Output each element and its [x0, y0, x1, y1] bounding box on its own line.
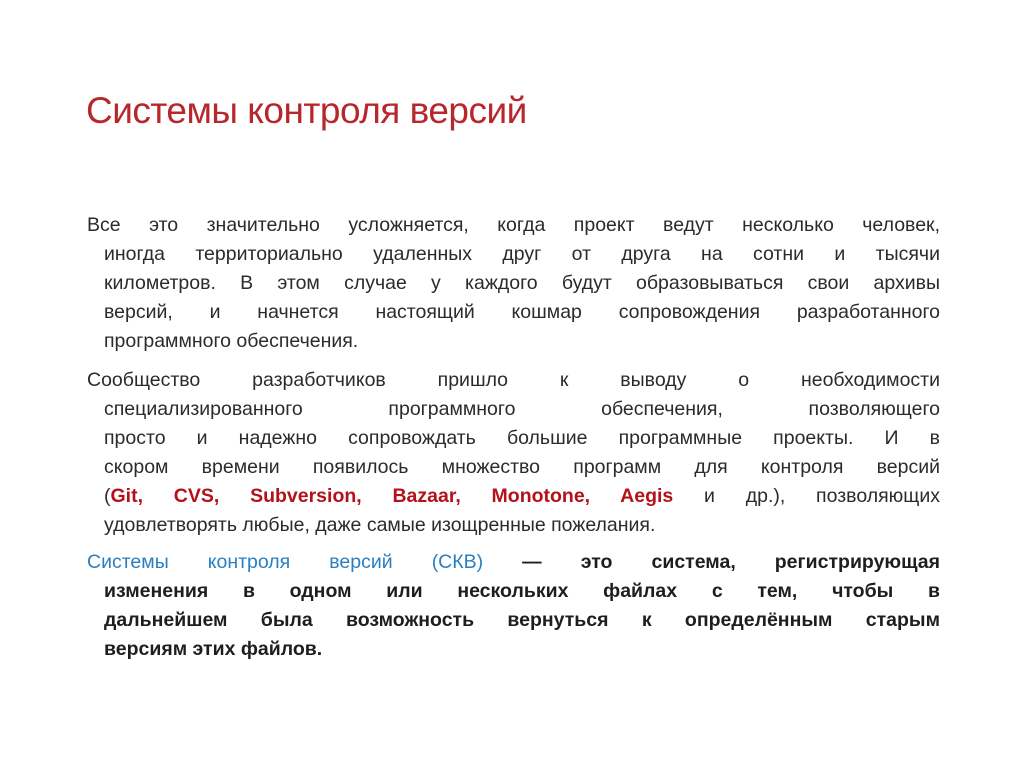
text-line: Все это значительно усложняется, когда проект ведут несколько человек, — [87, 214, 940, 236]
text-line: километров. В этом случае у каждого будут образовываться свои архивы — [104, 272, 940, 294]
definition-first-line — [87, 548, 940, 577]
text-line: удовлетворять любые, даже самые изощренные пожелания. — [104, 514, 656, 536]
text-line: иногда территориально удаленных друг от друга на сотни и тысячи — [104, 243, 940, 265]
text-line: Сообщество разработчиков пришло к выводу о необходимости — [87, 369, 940, 391]
vcs-tools-list: Git, CVS, Subversion, Bazaar, Monotone, Aegis — [110, 485, 674, 507]
definition-text: — это система, регистрирующая — [483, 551, 940, 573]
slide-title: Системы контроля версий — [86, 90, 527, 131]
paren-open: ( — [104, 485, 111, 507]
text-line: изменения в одном или нескольких файлах с тем, чтобы в — [104, 580, 940, 602]
tools-line — [104, 482, 940, 511]
definition-term: Системы контроля версий (СКВ) — [87, 551, 484, 573]
text-line: версиям этих файлов. — [104, 638, 323, 660]
text-line: специализированного программного обеспечения, позволяющего — [104, 398, 940, 420]
text-line: дальнейшем была возможность вернуться к определённым старым — [104, 609, 940, 631]
text-line: программного обеспечения. — [104, 330, 359, 352]
tools-line-rest: и др.), позволяющих — [673, 485, 940, 507]
text-line: скором времени появилось множество программ для контроля версий — [104, 456, 940, 478]
paragraph-community — [87, 366, 940, 540]
paragraph-definition — [87, 548, 940, 664]
paragraph-complexity — [87, 211, 940, 356]
text-line: просто и надежно сопровождать большие программные проекты. И в — [104, 427, 940, 449]
text-line: версий, и начнется настоящий кошмар сопровождения разработанного — [104, 301, 940, 323]
